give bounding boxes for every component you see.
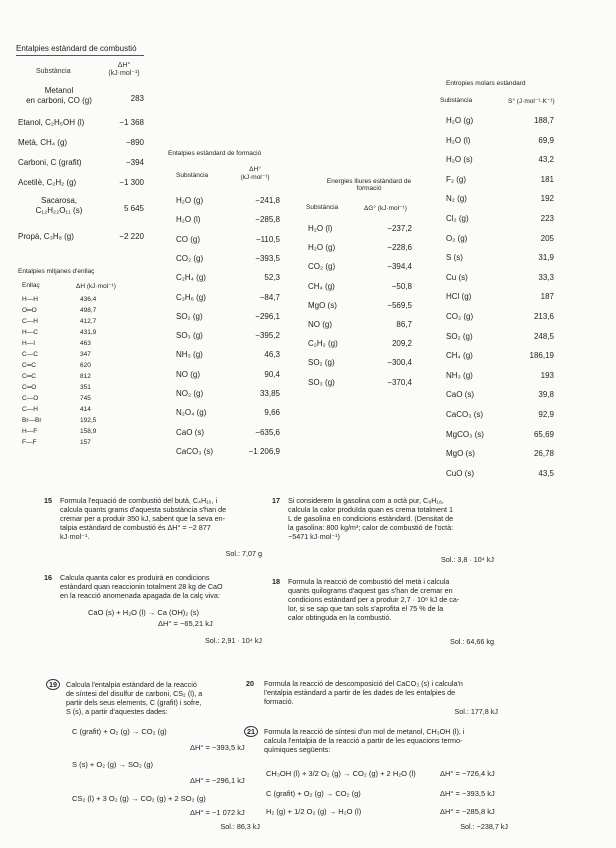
combustion-row-name: Acetilè, C₂H₂ (g): [18, 178, 77, 187]
exercise-21: [244, 727, 514, 754]
formation-row-name: NH₃ (g): [176, 350, 203, 360]
entropy-row-name: H₂O (g): [446, 116, 474, 125]
bond-row-name: H—H: [22, 296, 38, 303]
entropy-row-name: SO₂ (g): [446, 331, 473, 341]
entropy-row-value: 187: [540, 292, 554, 302]
exercise-text-line: Calcula l'entalpia estàndard de la reacció: [66, 680, 197, 689]
gibbs-row-name: SO₂ (g): [308, 358, 335, 368]
entropy-row-name: H₂O (s): [446, 155, 473, 165]
bond-row-name: C—H: [22, 406, 38, 413]
formation-row-name: C₂H₆ (g): [176, 292, 206, 302]
combustion-row-value: −394: [125, 158, 144, 167]
combustion-row-value: −1 368: [119, 118, 144, 127]
formation-row-value: 33,85: [259, 389, 280, 398]
exercise-text-line: Formula la reacció de descomposició del CaCO₃ (s) i calcula'n: [264, 679, 463, 688]
combustion-row-name: Carboni, C (grafit): [18, 158, 82, 167]
gibbs-row-value: −370,4: [387, 377, 412, 387]
combustion-row-name2: en carboni, CO (g): [26, 96, 92, 105]
gibbs-row-name: H₂O (g): [308, 243, 336, 253]
bond-row-value: 620: [80, 362, 91, 369]
exercise-text-line: −5471 kJ·mol⁻¹): [288, 532, 340, 541]
formation-row-value: 52,3: [264, 273, 280, 283]
exercise-17: [272, 496, 494, 541]
exercise-number: 15: [44, 496, 52, 505]
gibbs-row-value: 86,7: [396, 320, 412, 329]
equation-enthalpy: ΔH° = −285,8 kJ: [440, 807, 495, 816]
bond-row-name: C—C: [22, 351, 38, 358]
exercise-16: [44, 573, 262, 600]
combustion-row-name: Etanol, C₂H₅OH (l): [18, 118, 85, 127]
formation-row-value: −635,6: [255, 427, 280, 437]
formation-row-value: −296,1: [255, 311, 280, 321]
bond-row-name: H—F: [22, 428, 38, 435]
exercise-text-line: cremar per a produir 350 kJ, sabent que la seva en-: [60, 514, 226, 523]
bond-row-name: C═O: [22, 384, 37, 391]
entropy-row-value: 65,69: [533, 429, 554, 439]
entropy-row-value: 31,9: [538, 253, 554, 263]
exercise-20: [246, 679, 498, 706]
entropy-row-value: 192: [540, 194, 554, 204]
entropy-row-value: 223: [540, 214, 554, 223]
bond-row-value: 498,7: [80, 307, 97, 314]
bond-row-value: 157: [80, 439, 91, 446]
entropy-row-name: O₂ (g): [446, 233, 468, 243]
exercise-text-line: partir dels seus elements, C (grafit) i sofre,: [66, 698, 202, 707]
combustion-row-value: 283: [130, 94, 144, 103]
combustion-row-value: −2 220: [119, 232, 144, 241]
formation-row-value: −110,5: [255, 234, 280, 244]
exercise-text-line: Si considerem la gasolina com a octà pur, C₈H₁₈,: [288, 496, 444, 505]
gibbs-row-value: −394,4: [387, 262, 412, 272]
formation-row-value: −241,8: [255, 196, 280, 205]
bond-row-value: 463: [80, 340, 91, 347]
gibbs-row-name: CO₂ (g): [308, 262, 336, 272]
exercise-text-line: calcula l'entalpia de la reacció a partir de les equacions termo-: [264, 736, 463, 745]
gibbs-row-name: MgO (s): [308, 300, 337, 310]
gibbs-row-value: −228,6: [387, 243, 412, 253]
entropy-row-name: Cl₂ (g): [446, 214, 469, 223]
entropy-row-name: F₂ (g): [446, 174, 466, 184]
exercise-18-solution: Sol.: 64,66 kg: [450, 637, 494, 646]
entropy-row-value: 213,6: [533, 312, 554, 321]
exercise-text-line: en la reacció anomenada apagada de la calç viva:: [60, 591, 220, 600]
bond-row-value: 745: [80, 395, 91, 402]
equation-enthalpy: ΔH° = −1 072 kJ: [190, 808, 245, 817]
exercise-16-solution: Sol.: 2,91 · 10⁴ kJ: [204, 636, 262, 645]
bond-row-value: 192,5: [80, 417, 97, 424]
exercise-number: 19: [46, 679, 60, 690]
bond-row-value: 436,4: [80, 296, 97, 303]
gibbs-table-title: Energies lliures estàndard de formació: [326, 178, 412, 192]
exercise-19-solution: Sol.: 86,3 kJ: [220, 822, 260, 831]
gibbs-col-dg: ΔG° (kJ·mol⁻¹): [364, 205, 407, 212]
exercise-text-line: l'entalpia estàndard a partir de les dades de les entalpies de: [264, 688, 456, 697]
entropy-row-value: 188,7: [533, 116, 554, 125]
exercise-text-line: químiques següents:: [264, 745, 331, 754]
entropy-row-name: NH₃ (g): [446, 370, 473, 380]
entropy-row-value: 205: [540, 233, 554, 243]
bond-row-name: C—O: [22, 395, 39, 402]
equation-enthalpy: ΔH° = −393,5 kJ: [190, 743, 245, 752]
combustion-row-name: Metà, CH₄ (g): [18, 138, 68, 147]
exercise-text-line: kJ·mol⁻¹.: [60, 532, 90, 541]
bonds-col-dh: ΔH (kJ·mol⁻¹): [76, 283, 116, 290]
formation-row-value: −393,5: [255, 253, 280, 263]
entropy-row-value: 43,5: [538, 468, 554, 478]
bond-row-name: F—F: [22, 439, 37, 446]
formation-col-dh: ΔH° (kJ·mol⁻¹): [240, 166, 270, 181]
formation-row-name: N₂O₄ (g): [176, 408, 207, 418]
combustion-table-title: Entalpies estàndard de combustió: [16, 44, 137, 53]
combustion-col-substance: Substància: [36, 68, 71, 75]
bond-row-name: Br—Br: [22, 417, 42, 424]
entropy-row-name: MgCO₃ (s): [446, 429, 484, 439]
formation-row-name: H₂O (g): [176, 196, 204, 205]
formation-row-name: CaO (s): [176, 427, 204, 437]
exercise-text-line: Formula la reacció de síntesi d'un mol de metanol, CH₃OH (l), i: [264, 727, 465, 736]
formation-table-title: Entalpies estàndard de formació: [168, 150, 262, 157]
formation-row-value: −285,8: [255, 215, 280, 225]
exercise-text-line: quants quilograms d'aquest gas s'han de cremar en: [288, 586, 453, 595]
exercise-text-line: calcula quants grams d'aquesta substància s'han de: [60, 505, 227, 514]
equation: CH₃OH (l) + 3/2 O₂ (g) → CO₂ (g) + 2 H₂O (l): [266, 769, 416, 778]
exercise-number: 18: [272, 577, 280, 586]
exercise-number: 16: [44, 573, 52, 582]
formation-row-value: 46,3: [264, 350, 280, 360]
exercise-text-line: lor, si se sap que tan sols s'aprofita el 75 % de la: [288, 604, 444, 613]
formation-row-value: −395,2: [255, 331, 280, 341]
gibbs-row-value: 209,2: [391, 339, 412, 349]
formation-row-value: −84,7: [259, 292, 280, 302]
bond-row-name: O═O: [22, 307, 37, 314]
entropy-row-name: CH₄ (g): [446, 351, 473, 361]
formation-row-name: H₂O (l): [176, 215, 201, 225]
entropy-row-name: Cu (s): [446, 272, 468, 282]
exercise-21-solution: Sol.: −238,7 kJ: [460, 822, 508, 831]
combustion-row-name2: C₁₂H₂₂O₁₁ (s): [35, 206, 83, 215]
entropy-row-name: N₂ (g): [446, 194, 467, 204]
entropy-row-name: CaO (s): [446, 390, 474, 400]
equation-enthalpy: ΔH° = −726,4 kJ: [440, 769, 495, 778]
exercise-text-line: condicions estàndard per a produir 2,7 · 10⁸ kJ de ca-: [288, 595, 460, 604]
exercise-text-line: Calcula quanta calor es produirà en condicions: [60, 573, 210, 582]
entropy-row-value: 33,3: [538, 272, 554, 282]
gibbs-row-name: CH₄ (g): [308, 281, 335, 291]
bond-row-name: H—I: [22, 340, 35, 347]
gibbs-row-name: SO₃ (g): [308, 377, 335, 387]
exercise-text-line: S (s), a partir d'aquestes dades:: [66, 707, 168, 716]
exercise-18: [272, 577, 494, 622]
combustion-row-value: −890: [125, 138, 144, 147]
entropy-table-title: Entropies molars estàndard: [446, 80, 526, 87]
gibbs-row-value: −569,5: [387, 300, 412, 310]
exercise-20-solution: Sol.: 177,8 kJ: [454, 707, 498, 716]
bond-row-value: 412,7: [80, 318, 97, 325]
bond-row-name: C—H: [22, 318, 38, 325]
formation-row-name: SO₂ (g): [176, 311, 203, 321]
exercise-17-solution: Sol.: 3,8 · 10⁴ kJ: [440, 555, 494, 564]
gibbs-row-value: −300,4: [387, 358, 412, 368]
entropy-row-value: 43,2: [538, 155, 554, 165]
gibbs-row-value: −50,8: [391, 281, 412, 291]
exercise-15-solution: Sol.: 7,07 g: [225, 549, 262, 558]
entropy-col-s: S° (J·mol⁻¹·K⁻¹): [508, 98, 555, 105]
bond-row-value: 347: [80, 351, 91, 358]
exercise-text-line: talpia estàndard de combustió és ΔH° = −2 877: [60, 523, 211, 532]
entropy-row-value: 26,78: [533, 449, 554, 459]
entropy-row-name: CuO (s): [446, 468, 474, 478]
exercise-text-line: Formula la reacció de combustió del metà i calcula: [288, 577, 450, 586]
bond-row-value: 812: [80, 373, 91, 380]
exercise-16-equation: CaO (s) + H₂O (l) → Ca (OH)₂ (s): [88, 608, 200, 617]
equation: C (grafit) + O₂ (g) → CO₂ (g): [72, 727, 167, 736]
exercise-text-line: formació.: [264, 697, 294, 706]
exercise-number: 17: [272, 496, 280, 505]
entropy-row-value: 39,8: [538, 390, 554, 400]
combustion-row-value: −1 300: [119, 178, 144, 187]
entropy-row-name: HCl (g): [446, 292, 472, 302]
formation-col-substance: Substància: [176, 172, 209, 179]
combustion-row-name: Sacarosa,: [40, 196, 78, 205]
combustion-row-name: Propà, C₃H₈ (g): [18, 232, 74, 241]
entropy-row-name: CaCO₃ (s): [446, 410, 484, 419]
exercise-text-line: de síntesi del disulfur de carboni, CS₂ (l), a: [66, 689, 203, 698]
combustion-row-name: Metanol: [44, 86, 74, 95]
formation-row-name: NO₂ (g): [176, 389, 204, 398]
bond-row-value: 351: [80, 384, 91, 391]
formation-row-name: SO₃ (g): [176, 331, 203, 341]
gibbs-row-value: −237,2: [387, 224, 412, 233]
gibbs-row-name: C₂H₂ (g): [308, 339, 338, 349]
divider: [16, 55, 144, 56]
exercise-19: [46, 680, 260, 716]
entropy-row-value: 181: [540, 174, 554, 184]
formation-row-value: −1 206,9: [248, 446, 280, 456]
equation: S (s) + O₂ (g) → SO₂ (g): [72, 760, 154, 769]
equation-enthalpy: ΔH° = −393,5 kJ: [440, 789, 495, 798]
exercise-15: [44, 496, 262, 541]
equation: C (grafit) + O₂ (g) → CO₂ (g): [266, 789, 361, 798]
formation-row-name: CO₂ (g): [176, 253, 204, 263]
equation: CS₂ (l) + 3 O₂ (g) → CO₂ (g) + 2 SO₂ (g): [72, 794, 206, 803]
bond-row-name: H—C: [22, 329, 38, 336]
formation-row-name: NO (g): [176, 369, 200, 379]
entropy-row-value: 92,9: [538, 410, 554, 419]
entropy-row-name: H₂O (l): [446, 135, 471, 145]
formation-row-name: CaCO₃ (s): [176, 446, 214, 456]
exercise-text-line: la gasolina: 800 kg/m³; calor de combustió de l'octà:: [288, 523, 454, 532]
gibbs-row-name: H₂O (l): [308, 224, 333, 233]
exercise-text-line: estàndard quan reaccionin totalment 28 kg de CaO: [60, 582, 223, 591]
entropy-row-name: CO₂ (g): [446, 312, 474, 321]
exercise-16-enthalpy: ΔH° = −65,21 kJ: [158, 619, 213, 628]
bond-row-name: C═C: [22, 362, 36, 369]
exercise-text-line: L de gasolina en condicions estàndard. (Densitat de: [288, 514, 454, 523]
entropy-row-value: 248,5: [533, 331, 554, 341]
bond-row-value: 414: [80, 406, 91, 413]
bond-row-value: 431,9: [80, 329, 97, 336]
bond-row-name: C═C: [22, 373, 36, 380]
entropy-col-substance: Substància: [440, 97, 473, 104]
exercise-text-line: calcula la calor produïda quan es crema totalment 1: [288, 505, 454, 514]
gibbs-col-substance: Substància: [306, 204, 339, 211]
equation-enthalpy: ΔH° = −296,1 kJ: [190, 776, 245, 785]
entropy-row-value: 193: [540, 370, 554, 380]
entropy-row-name: MgO (s): [446, 449, 475, 459]
bonds-table-title: Entalpies mitjanes d'enllaç: [18, 268, 95, 275]
formation-row-name: C₂H₄ (g): [176, 273, 206, 283]
exercise-text-line: Formula l'equació de combustió del butà, C₄H₁₀, i: [60, 496, 218, 505]
entropy-row-value: 69,9: [538, 135, 554, 145]
exercise-text-line: calor obtinguda en la combustió.: [288, 613, 392, 622]
bonds-col-bond: Enllaç: [22, 282, 40, 289]
entropy-row-value: 186,19: [529, 351, 554, 361]
entropy-row-name: S (s): [446, 253, 463, 263]
exercise-number: 20: [246, 679, 254, 688]
bond-row-value: 158,9: [80, 428, 97, 435]
formation-row-value: 9,66: [264, 408, 280, 418]
exercise-number: 21: [244, 726, 258, 737]
formation-row-value: 90,4: [264, 369, 280, 379]
combustion-col-dh: ΔH° (kJ·mol⁻¹): [108, 62, 140, 77]
combustion-row-value: 5 645: [123, 204, 144, 213]
equation: H₂ (g) + 1/2 O₂ (g) → H₂O (l): [266, 807, 362, 816]
formation-row-name: CO (g): [176, 234, 200, 244]
gibbs-row-name: NO (g): [308, 320, 332, 329]
